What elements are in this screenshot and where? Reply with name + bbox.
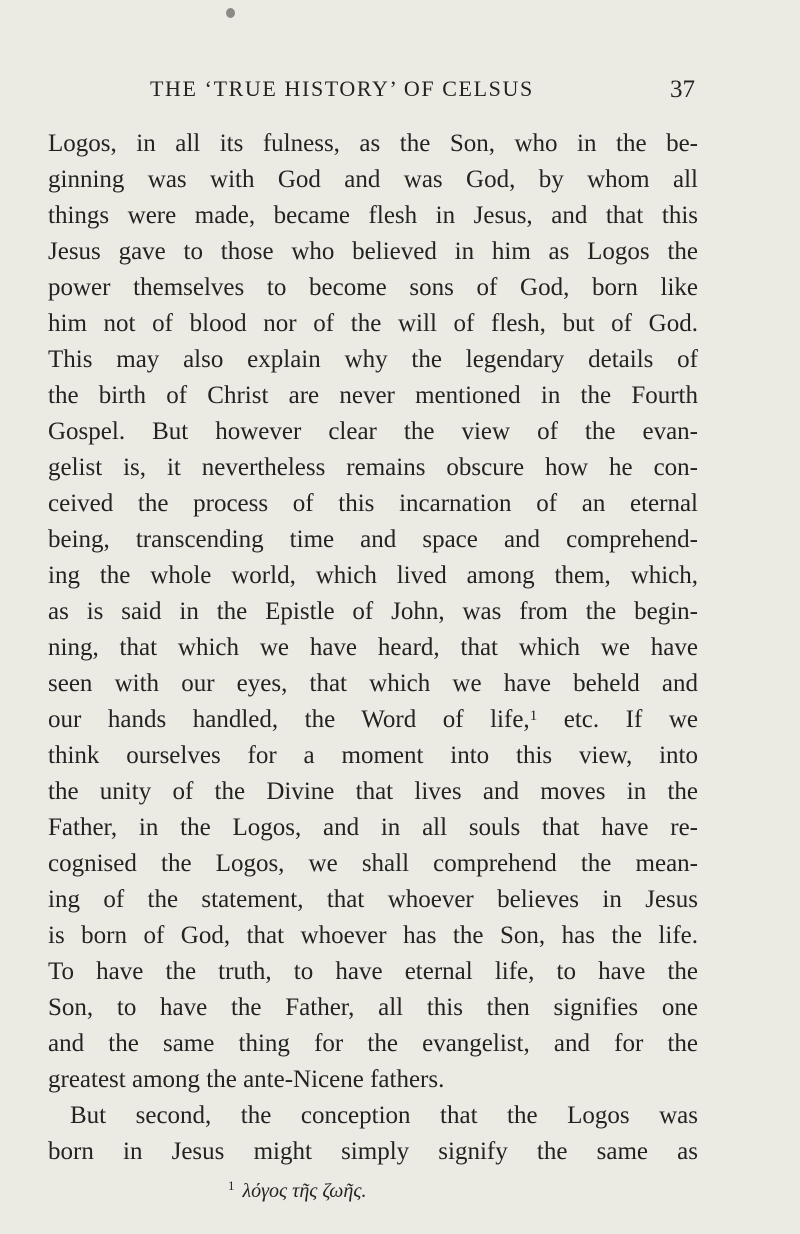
text-segment: etc. If we: [537, 706, 698, 733]
text-line: Gospel. But however clear the view of the evan-: [48, 418, 698, 445]
running-head: THE ‘TRUE HISTORY’ OF CELSUS: [150, 76, 534, 101]
text-line: being, transcending time and space and comprehend-: [48, 526, 698, 553]
text-line: Jesus gave to those who believed in him as Logos the: [48, 238, 698, 265]
text-line: power themselves to become sons of God, born like: [48, 274, 698, 301]
text-line: ing the whole world, which lived among them, which,: [48, 562, 698, 589]
text-line: seen with our eyes, that which we have beheld and: [48, 670, 698, 697]
text-line: ginning was with God and was God, by whom all: [48, 166, 698, 193]
text-line: [48, 702, 698, 738]
page-number: 37: [670, 76, 695, 103]
text-line: Father, in the Logos, and in all souls that have re-: [48, 814, 698, 841]
text-line: born in Jesus might simply signify the same as: [48, 1138, 698, 1165]
page-header: [150, 76, 695, 110]
text-line: is born of God, that whoever has the Son, has the life.: [48, 922, 698, 949]
text-line: as is said in the Epistle of John, was from the begin-: [48, 598, 698, 625]
text-line: him not of blood nor of the will of flesh, but of God.: [48, 310, 698, 337]
text-line: and the same thing for the evangelist, and for the: [48, 1030, 698, 1057]
text-line: To have the truth, to have eternal life, to have the: [48, 958, 698, 985]
text-segment: our hands handled, the Word of life,: [48, 706, 530, 733]
footnote-number: 1: [228, 1178, 235, 1193]
text-line: But second, the conception that the Logos was: [70, 1102, 698, 1129]
footnote-reference: 1: [529, 708, 538, 724]
text-line: the unity of the Divine that lives and moves in the: [48, 778, 698, 805]
text-line: greatest among the ante-Nicene fathers.: [48, 1066, 445, 1093]
text-line: gelist is, it nevertheless remains obscure how he con-: [48, 454, 698, 481]
text-line: ceived the process of this incarnation of an eternal: [48, 490, 698, 517]
text-line: the birth of Christ are never mentioned in the Fourth: [48, 382, 698, 409]
text-line: ing of the statement, that whoever believes in Jesus: [48, 886, 698, 913]
text-line: think ourselves for a moment into this view, into: [48, 742, 698, 769]
text-line: This may also explain why the legendary details of: [48, 346, 698, 373]
text-line: ning, that which we have heard, that which we have: [48, 634, 698, 661]
text-line: cognised the Logos, we shall comprehend the mean-: [48, 850, 698, 877]
footnote-text: λόγος τῆς ζωῆς.: [242, 1180, 367, 1202]
footnote: [228, 1180, 366, 1203]
text-line: things were made, became flesh in Jesus, and that this: [48, 202, 698, 229]
text-line: Logos, in all its fulness, as the Son, who in the be-: [48, 130, 698, 157]
ink-mark: [226, 8, 235, 18]
body-text: [48, 126, 698, 1170]
text-line: Son, to have the Father, all this then signifies one: [48, 994, 698, 1021]
